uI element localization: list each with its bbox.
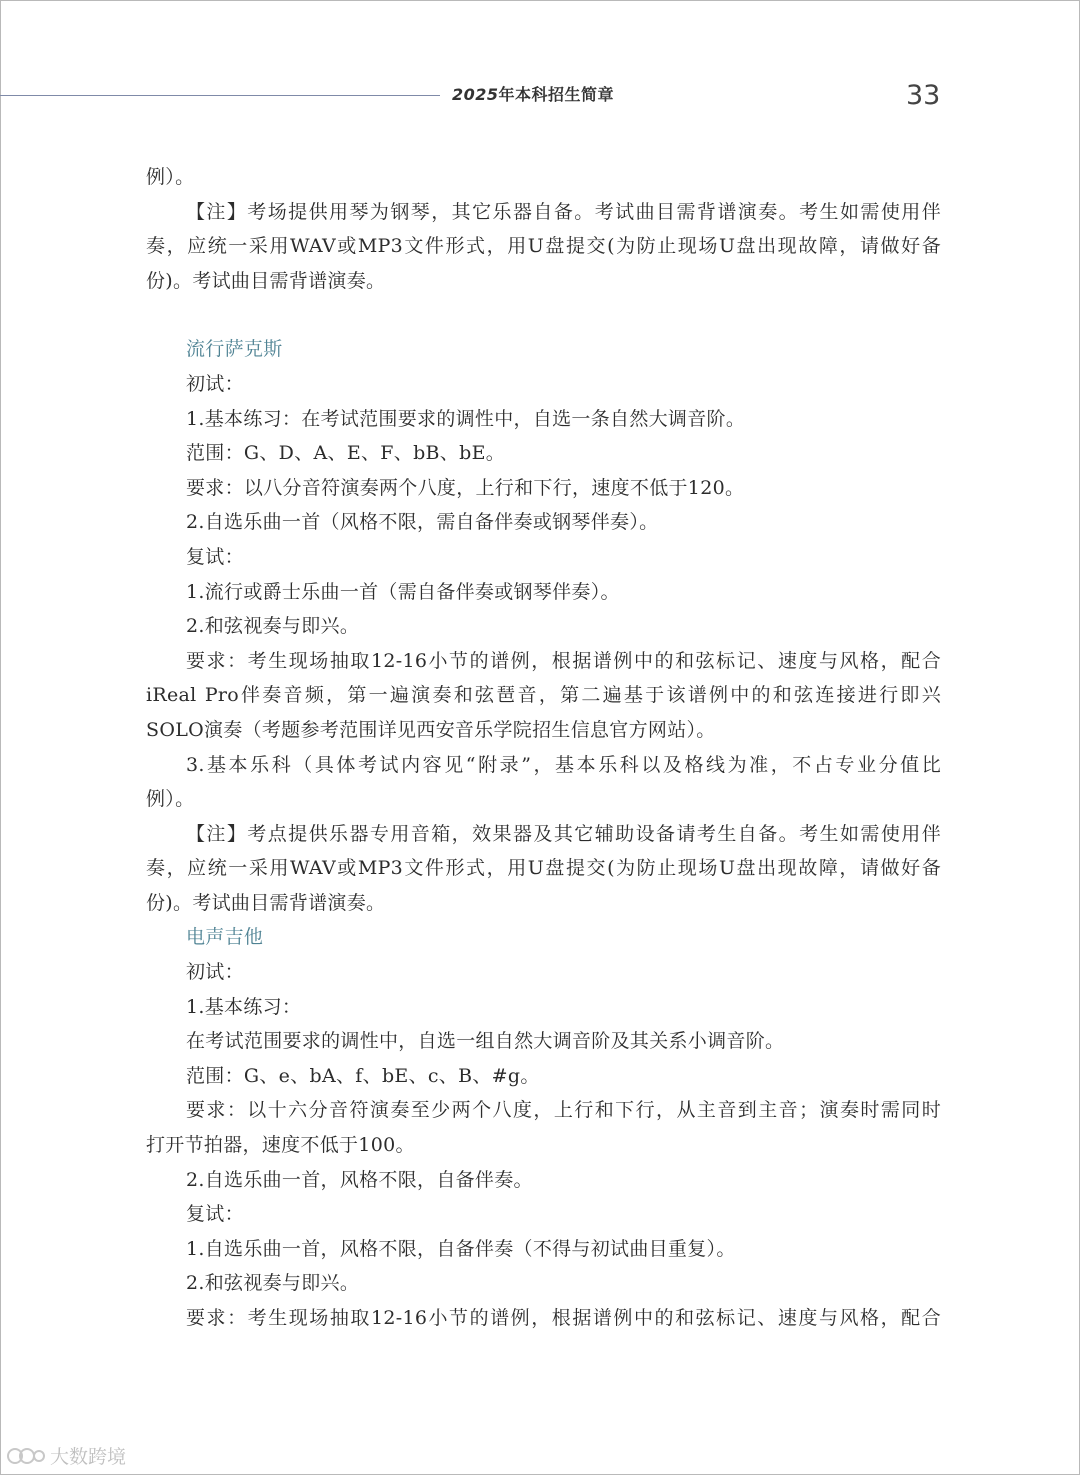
text-line: 初试： xyxy=(186,372,244,395)
running-header xyxy=(452,82,614,105)
text-line: 2.和弦视奏与即兴。 xyxy=(186,1272,360,1295)
text-line: 1.基本练习： xyxy=(186,995,302,1018)
watermark xyxy=(6,1442,126,1469)
text-line: 范围：G、e、bA、f、bE、c、B、#g。 xyxy=(186,1064,540,1087)
text-line: 【注】考场提供用琴为钢琴，其它乐器自备。考试曲目需背谱演奏。考生如需使用伴 xyxy=(186,200,941,223)
text-line: 1.自选乐曲一首，风格不限，自备伴奏（不得与初试曲目重复）。 xyxy=(186,1237,736,1260)
text-line: 要求：考生现场抽取12-16小节的谱例，根据谱例中的和弦标记、速度与风格，配合 xyxy=(186,649,941,672)
text-line: 在考试范围要求的调性中，自选一组自然大调音阶及其关系小调音阶。 xyxy=(186,1030,785,1053)
text-line: 初试： xyxy=(186,961,244,984)
text-line: 【注】考点提供乐器专用音箱，效果器及其它辅助设备请考生自备。考生如需使用伴 xyxy=(186,822,941,845)
section-gap xyxy=(146,298,941,332)
header-title-text: 年本科招生简章 xyxy=(498,85,615,104)
text-line: 范围：G、D、A、E、F、bB、bE。 xyxy=(186,442,506,465)
section-heading: 电声吉他 xyxy=(186,926,264,949)
page-number: 33 xyxy=(906,80,941,111)
text-line: 3.基本乐科（具体考试内容见“附录”，基本乐科以及格线为准，不占专业分值比 xyxy=(186,753,941,776)
text-line: 1.基本练习：在考试范围要求的调性中，自选一条自然大调音阶。 xyxy=(186,407,746,430)
text-line: 份)。考试曲目需背谱演奏。 xyxy=(146,891,386,914)
text-line: 例）。 xyxy=(146,788,195,811)
text-line: 2.自选乐曲一首，风格不限，自备伴奏。 xyxy=(186,1168,533,1191)
text-line: 2.自选乐曲一首（风格不限，需自备伴奏或钢琴伴奏）。 xyxy=(186,511,659,534)
text-line: 要求：以十六分音符演奏至少两个八度，上行和下行，从主音到主音；演奏时需同时 xyxy=(186,1099,941,1122)
text-line: 2.和弦视奏与即兴。 xyxy=(186,615,360,638)
text-line: SOLO演奏（考题参考范围详见西安音乐学院招生信息官方网站）。 xyxy=(146,718,716,741)
text-line: 例）。 xyxy=(146,166,195,188)
watermark-logo-icon xyxy=(6,1445,46,1467)
text-line: 要求：以八分音符演奏两个八度，上行和下行，速度不低于120。 xyxy=(186,476,745,499)
header-rule xyxy=(0,95,440,96)
text-line: 要求：考生现场抽取12-16小节的谱例，根据谱例中的和弦标记、速度与风格，配合 xyxy=(186,1307,941,1329)
text-line: 复试： xyxy=(186,1203,244,1226)
text-line: 奏，应统一采用WAV或MP3文件形式，用U盘提交(为防止现场U盘出现故障，请做好备 xyxy=(146,235,941,258)
text-line: 奏，应统一采用WAV或MP3文件形式，用U盘提交(为防止现场U盘出现故障，请做好备 xyxy=(146,857,941,880)
watermark-text: 大数跨境 xyxy=(50,1446,127,1468)
section-heading: 流行萨克斯 xyxy=(186,338,283,361)
text-line: 份)。考试曲目需背谱演奏。 xyxy=(146,269,386,292)
header-year: 2025 xyxy=(452,85,499,104)
text-line: 打开节拍器，速度不低于100。 xyxy=(146,1134,415,1157)
body-text xyxy=(146,160,941,1336)
text-line: 1.流行或爵士乐曲一首（需自备伴奏或钢琴伴奏）。 xyxy=(186,580,620,603)
text-line: iReal Pro伴奏音频，第一遍演奏和弦琶音，第二遍基于该谱例中的和弦连接进行即兴 xyxy=(146,684,941,707)
text-line: 复试： xyxy=(186,545,244,568)
